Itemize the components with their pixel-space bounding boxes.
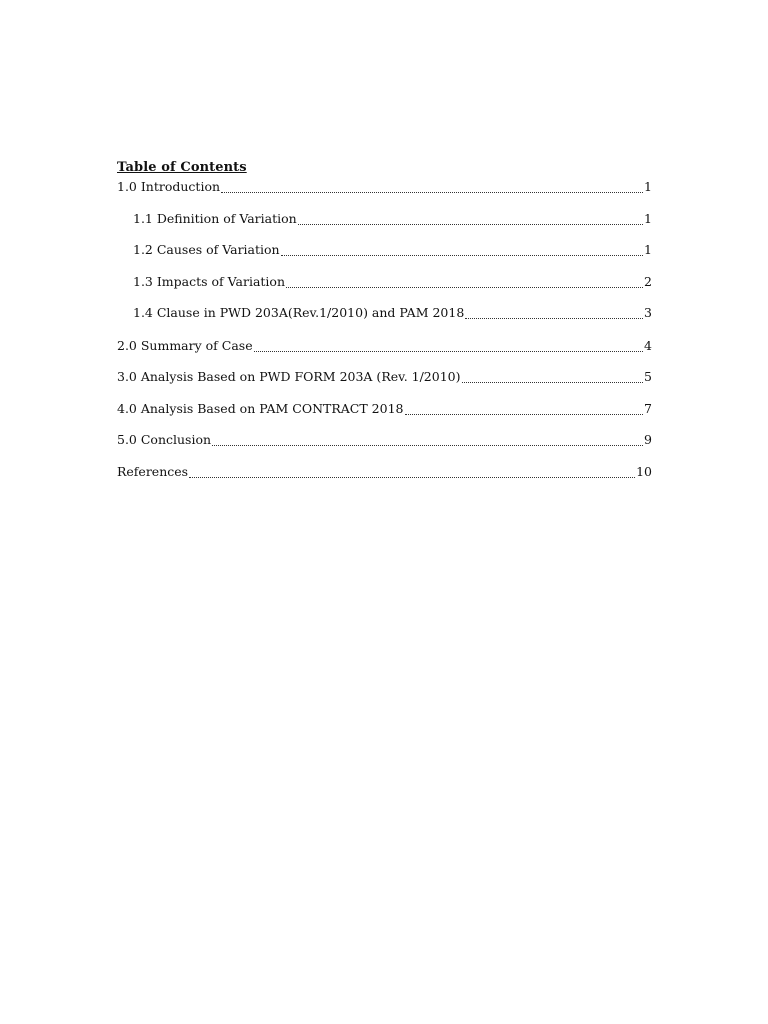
toc-entry-clause-pwd-pam[interactable]	[133, 305, 652, 323]
toc-entry-label: 2.0 Summary of Case	[117, 338, 253, 353]
toc-dot-leader	[298, 215, 643, 225]
toc-entry-analysis-pam[interactable]	[117, 401, 652, 419]
toc-entry-label: 3.0 Analysis Based on PWD FORM 203A (Rev. 1/2010)	[117, 369, 461, 384]
toc-page-number: 4	[644, 338, 652, 353]
toc-dot-leader	[254, 342, 643, 352]
toc-page-number: 10	[636, 464, 652, 479]
toc-entry-label: 1.1 Definition of Variation	[133, 211, 297, 226]
toc-dot-leader	[189, 468, 635, 478]
toc-page-number: 1	[644, 179, 652, 194]
toc-entry-label: 5.0 Conclusion	[117, 432, 212, 447]
toc-dot-leader	[281, 246, 643, 256]
toc-page-number: 1	[644, 211, 652, 226]
toc-entry-introduction[interactable]	[117, 179, 652, 197]
toc-title: Table of Contents	[117, 160, 247, 175]
toc-dot-leader	[465, 309, 643, 319]
toc-dot-leader	[286, 278, 643, 288]
toc-entry-definition-of-variation[interactable]	[133, 211, 652, 229]
toc-entry-label: 1.0 Introduction	[117, 179, 221, 194]
toc-entry-label: References	[117, 464, 189, 479]
toc-dot-leader	[405, 405, 644, 415]
toc-entry-references[interactable]	[117, 464, 652, 482]
toc-entry-summary-of-case[interactable]	[117, 338, 652, 356]
toc-dot-leader	[462, 373, 644, 383]
toc-entry-analysis-pwd[interactable]	[117, 369, 652, 387]
toc-entry-label: 1.2 Causes of Variation	[133, 242, 280, 257]
toc-page-number: 7	[644, 401, 652, 416]
toc-entry-impacts-of-variation[interactable]	[133, 274, 652, 292]
toc-page-number: 5	[644, 369, 652, 384]
toc-dot-leader	[212, 436, 643, 446]
toc-entry-label: 1.3 Impacts of Variation	[133, 274, 285, 289]
toc-page-number: 2	[644, 274, 652, 289]
toc-page-number: 9	[644, 432, 652, 447]
toc-entry-label: 4.0 Analysis Based on PAM CONTRACT 2018	[117, 401, 404, 416]
toc-entry-conclusion[interactable]	[117, 432, 652, 450]
toc-dot-leader	[221, 183, 643, 193]
toc-page-number: 1	[644, 242, 652, 257]
toc-page-number: 3	[644, 305, 652, 320]
toc-entry-causes-of-variation[interactable]	[133, 242, 652, 260]
toc-entry-label: 1.4 Clause in PWD 203A(Rev.1/2010) and PAM 2018	[133, 305, 465, 320]
